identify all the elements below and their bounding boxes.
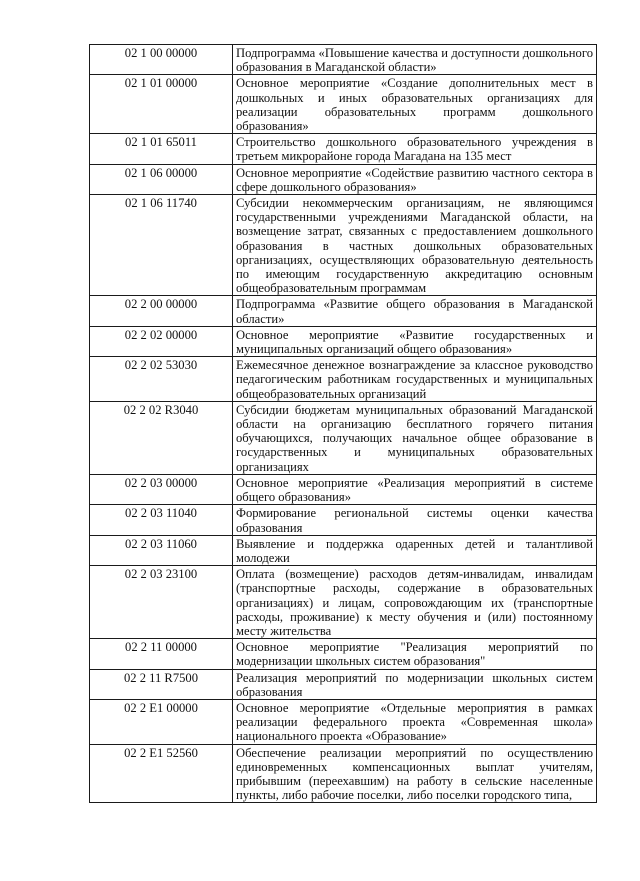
description-text: Оплата (возмещение) расходов детям-инвалидам, инвалидам (транспортные расходы, содержание в образовательных организациях) и лицам, сопровождающим их (транспортные расходы, проживание) к месту обучения и (или) постоянному месту жительства: [236, 567, 593, 638]
description-text: Строительство дошкольного образовательного учреждения в третьем микрорайоне города Магадана на 135 мест: [236, 135, 593, 164]
description-text: Основное мероприятие «Создание дополнительных мест в дошкольных и иных образовательных организациях для реализации образовательных программ дошкольного образования»: [236, 76, 593, 134]
description-text: Реализация мероприятий по модернизации школьных систем образования: [236, 670, 593, 699]
budget-code-cell: 02 2 11 R7500: [90, 669, 233, 699]
description-cell: [233, 639, 597, 669]
budget-code-cell: 02 1 06 00000: [90, 164, 233, 194]
description-cell: [233, 505, 597, 535]
budget-code-cell: 02 1 06 11740: [90, 195, 233, 296]
description-cell: [233, 699, 597, 744]
description-text: Основное мероприятие "Реализация мероприятий по модернизации школьных систем образования": [236, 640, 593, 669]
table-row: [90, 75, 597, 134]
description-text: Подпрограмма «Повышение качества и доступности дошкольного образования в Магаданской области»: [236, 46, 593, 75]
table-row: [90, 535, 597, 565]
description-cell: [233, 164, 597, 194]
budget-code-cell: 02 1 01 00000: [90, 75, 233, 134]
description-cell: [233, 566, 597, 639]
description-cell: [233, 195, 597, 296]
description-cell: [233, 134, 597, 164]
budget-code-cell: 02 2 E1 00000: [90, 699, 233, 744]
budget-code-cell: 02 1 00 00000: [90, 45, 233, 75]
table-row: [90, 134, 597, 164]
description-text: Основное мероприятие «Отдельные мероприятия в рамках реализации федерального проекта «Современная школа» национального проекта «Образование»: [236, 700, 593, 744]
table-row: [90, 401, 597, 474]
description-text: Субсидии бюджетам муниципальных образований Магаданской области на организацию бесплатного горячего питания обучающихся, получающих начальное общее образование в государственных и муниципальных образовательных организациях: [236, 402, 593, 474]
description-text: Основное мероприятие «Реализация мероприятий в системе общего образования»: [236, 475, 593, 505]
table-row: [90, 357, 597, 402]
description-cell: [233, 401, 597, 474]
budget-code-cell: 02 2 03 00000: [90, 474, 233, 504]
budget-code-cell: 02 2 03 23100: [90, 566, 233, 639]
description-text: Формирование региональной системы оценки качества образования: [236, 506, 593, 535]
table-body: [90, 45, 597, 803]
budget-code-cell: 02 1 01 65011: [90, 134, 233, 164]
budget-code-cell: 02 2 E1 52560: [90, 744, 233, 803]
description-cell: [233, 744, 597, 803]
description-text: Выявление и поддержка одаренных детей и талантливой молодежи: [236, 536, 593, 565]
description-cell: [233, 75, 597, 134]
budget-code-cell: 02 2 00 00000: [90, 296, 233, 326]
table-row: [90, 326, 597, 356]
description-text: Основное мероприятие «Развитие государственных и муниципальных организаций общего образования»: [236, 327, 593, 357]
table-row: [90, 296, 597, 326]
description-cell: [233, 45, 597, 75]
budget-code-cell: 02 2 02 00000: [90, 326, 233, 356]
description-cell: [233, 669, 597, 699]
budget-code-cell: 02 2 03 11060: [90, 535, 233, 565]
table-row: [90, 164, 597, 194]
table-row: [90, 474, 597, 504]
table-row: [90, 45, 597, 75]
budget-code-cell: 02 2 02 53030: [90, 357, 233, 402]
description-text: Ежемесячное денежное вознаграждение за классное руководство педагогическим работникам государственных и муниципальных общеобразовательных организаций: [236, 358, 593, 401]
budget-codes-table: [89, 44, 597, 803]
description-cell: [233, 296, 597, 326]
description-text: Основное мероприятие «Содействие развитию частного сектора в сфере дошкольного образования»: [236, 165, 593, 194]
table-row: [90, 566, 597, 639]
table-row: [90, 744, 597, 803]
description-cell: [233, 357, 597, 402]
table-row: [90, 699, 597, 744]
description-cell: [233, 326, 597, 356]
description-text: Подпрограмма «Развитие общего образования в Магаданской области»: [236, 297, 593, 326]
table-row: [90, 639, 597, 669]
budget-code-cell: 02 2 11 00000: [90, 639, 233, 669]
table-row: [90, 669, 597, 699]
table-row: [90, 195, 597, 296]
description-cell: [233, 474, 597, 504]
budget-code-cell: 02 2 03 11040: [90, 505, 233, 535]
description-text: Субсидии некоммерческим организациям, не являющимся государственными учреждениями Магаданской области, на возмещение затрат, связанных с предоставлением дошкольного образования в частных дошкольных образовательных организациях, осуществляющих образовательную деятельность по имеющим государственную аккредитацию основным общеобразовательным программам: [236, 196, 593, 296]
description-cell: [233, 535, 597, 565]
description-text: Обеспечение реализации мероприятий по осуществлению единовременных компенсационных выплат учителям, прибывшим (переехавшим) на работу в сельские населенные пункты, либо рабочие поселки, либо поселки городского типа,: [236, 745, 593, 803]
table-row: [90, 505, 597, 535]
budget-code-cell: 02 2 02 R3040: [90, 401, 233, 474]
